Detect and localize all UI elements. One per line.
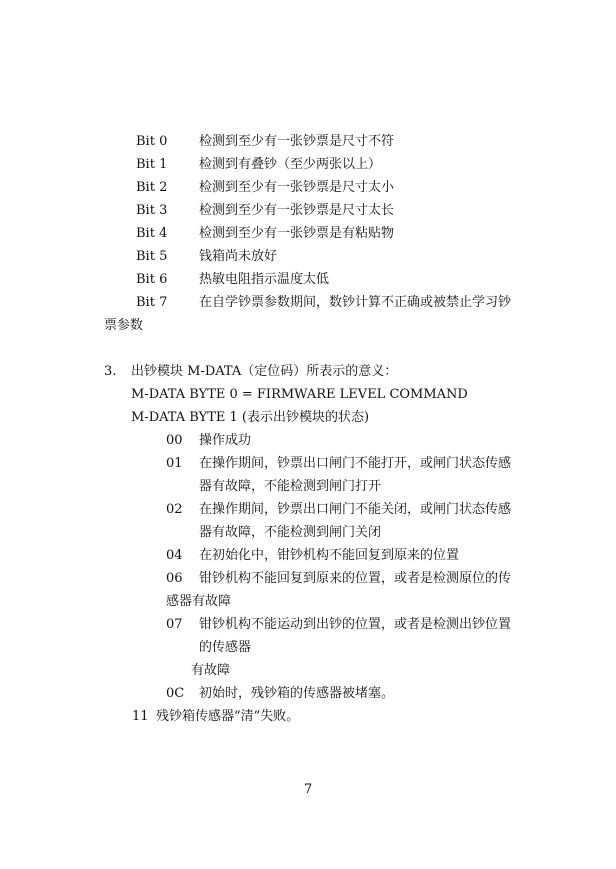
bit-7-desc: 在自学钞票参数期间，数钞计算不正确或被禁止学习钞 [199, 295, 512, 310]
bit-2-desc: 检测到至少有一张钞票是尺寸太小 [199, 180, 395, 195]
code-02-text: 在操作期间，钞票出口闸门不能关闭，或闸门状态传感 [199, 502, 512, 517]
code-07-text: 钳钞机构不能运动到出钞的位置，或者是检测出钞位置 [199, 617, 512, 632]
code-07-text-cont2: 有故障 [191, 663, 231, 678]
code-07-text-cont: 的传感器 [199, 640, 252, 655]
bit-6-label: Bit 6 [136, 272, 168, 287]
code-07: 07 [166, 617, 183, 632]
section-number: 3. [104, 364, 117, 379]
bit-3-label: Bit 3 [136, 203, 168, 218]
bit-4-desc: 检测到至少有一张钞票是有粘贴物 [199, 226, 395, 241]
code-04: 04 [166, 548, 183, 563]
code-0c: 0C [166, 686, 185, 701]
bit-3-desc: 检测到至少有一张钞票是尺寸太长 [199, 203, 395, 218]
code-04-text: 在初始化中，钳钞机构不能回复到原来的位置 [199, 548, 460, 563]
bit-5-desc: 钱箱尚未放好 [199, 249, 278, 264]
bit-5-label: Bit 5 [136, 249, 168, 264]
bit-1-desc: 检测到有叠钞（至少两张以上） [199, 157, 382, 172]
code-00-text: 操作成功 [199, 433, 252, 448]
mdata-byte1: M-DATA BYTE 1 (表示出钞模块的状态) [131, 410, 370, 425]
code-06-text: 钳钞机构不能回复到原来的位置，或者是检测原位的传 [199, 571, 512, 586]
code-06-text-cont: 感器有故障 [166, 594, 232, 609]
code-01: 01 [166, 456, 183, 471]
bit-0-desc: 检测到至少有一张钞票是尺寸不符 [199, 134, 395, 149]
code-00: 00 [166, 433, 183, 448]
bit-7-label: Bit 7 [136, 295, 168, 310]
code-02-text-cont: 器有故障，不能检测到闸门关闭 [199, 525, 382, 540]
bit-1-label: Bit 1 [136, 157, 168, 172]
bit-6-desc: 热敏电阻指示温度太低 [199, 272, 330, 287]
code-0c-text: 初始时，残钞箱的传感器被堵塞。 [199, 686, 395, 701]
code-02: 02 [166, 502, 183, 517]
bit-7-desc-cont: 票参数 [104, 318, 144, 333]
bit-2-label: Bit 2 [136, 180, 168, 195]
bit-4-label: Bit 4 [136, 226, 168, 241]
page-number: 7 [304, 782, 313, 797]
code-01-text-cont: 器有故障，不能检测到闸门打开 [199, 479, 382, 494]
section-title: 出钞模块 M-DATA（定位码）所表示的意义： [131, 364, 398, 379]
code-01-text: 在操作期间，钞票出口闸门不能打开，或闸门状态传感 [199, 456, 512, 471]
mdata-byte0: M-DATA BYTE 0 = FIRMWARE LEVEL COMMAND [131, 387, 468, 402]
code-11: 11 [132, 709, 149, 724]
code-06: 06 [166, 571, 183, 586]
bit-0-label: Bit 0 [136, 134, 168, 149]
code-11-text: 残钞箱传感器“清”失败。 [156, 709, 300, 724]
